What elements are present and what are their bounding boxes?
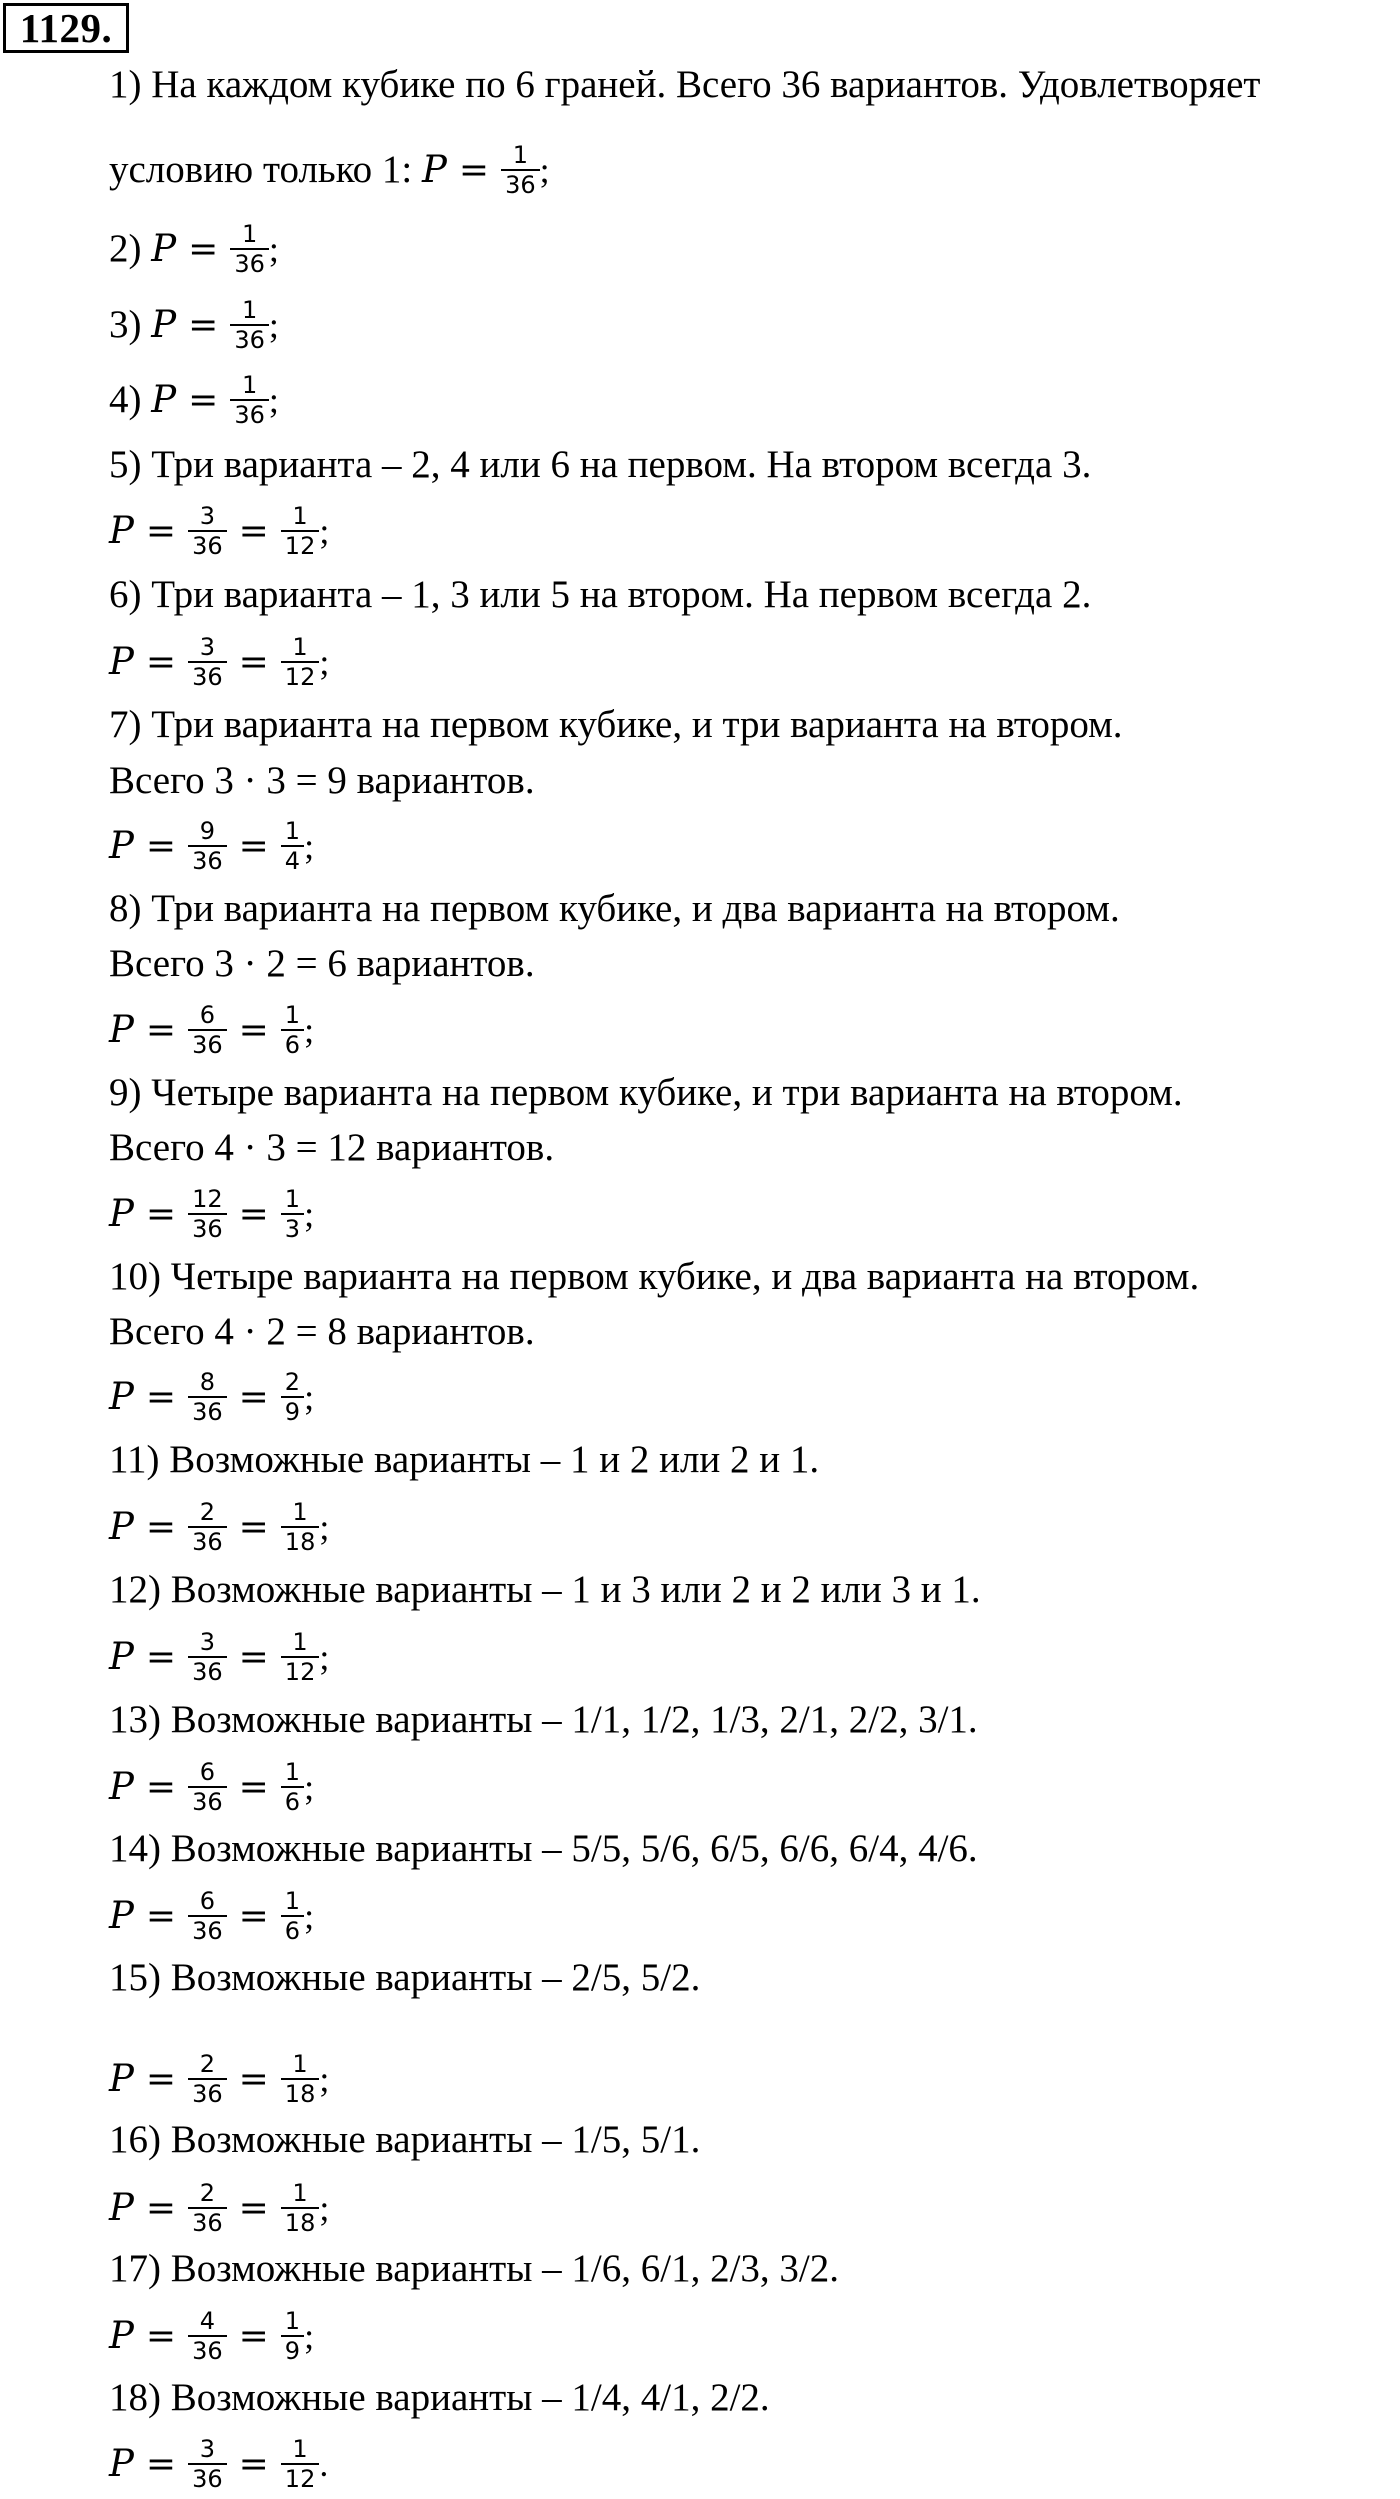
fraction-denominator: 36 (192, 1031, 223, 1059)
probability-symbol: P (109, 639, 134, 683)
fraction-denominator: 6 (284, 1788, 301, 1816)
terminator: ; (304, 1766, 315, 1807)
fraction-numerator: 3 (188, 2435, 227, 2465)
fraction-numerator: 2 (188, 1498, 227, 1528)
formula-line (109, 1758, 315, 1819)
fraction-numerator: 1 (281, 2050, 320, 2080)
fraction-numerator: 3 (188, 1628, 227, 1658)
fraction-denominator: 36 (192, 2465, 223, 2493)
fraction-denominator: 4 (284, 847, 301, 875)
equals-sign: = (238, 1506, 269, 1548)
item-number: 3) (109, 302, 152, 346)
text-line (109, 62, 1260, 108)
equals-sign: = (238, 2315, 269, 2357)
fraction (188, 1628, 227, 1686)
probability-symbol: P (109, 2185, 134, 2229)
equals-sign: = (145, 2058, 177, 2100)
terminator: ; (319, 2058, 330, 2099)
probability-symbol: P (109, 2313, 134, 2357)
fraction-denominator: 12 (284, 663, 316, 691)
equals-sign: = (238, 2058, 269, 2100)
formula-line (109, 2179, 330, 2240)
fraction-denominator: 9 (284, 2337, 301, 2365)
fraction-numerator: 1 (281, 1498, 320, 1528)
equals-sign: = (145, 1506, 177, 1548)
fraction (188, 502, 227, 560)
text-line (109, 1697, 978, 1743)
fraction-numerator: 2 (281, 1368, 304, 1398)
equals-sign: = (188, 379, 219, 421)
fraction (188, 1887, 227, 1945)
text-line (109, 1125, 554, 1171)
formula-line (109, 817, 315, 878)
fraction (501, 141, 540, 199)
terminator: ; (304, 1376, 315, 1417)
fraction-numerator: 1 (281, 502, 320, 532)
fraction-denominator: 36 (192, 1528, 223, 1556)
fraction (188, 1001, 227, 1059)
text-line (109, 702, 1123, 748)
fraction-numerator: 1 (501, 141, 540, 171)
fraction-numerator: 6 (188, 1001, 227, 1031)
equals-sign: = (145, 1193, 177, 1235)
equals-sign: = (145, 2187, 177, 2229)
equals-sign: = (238, 1766, 269, 1808)
terminator: . (319, 2443, 329, 2484)
fraction (281, 1628, 320, 1686)
line-text: 6) Три варианта – 1, 3 или 5 на втором. На первом всегда 2. (109, 573, 1092, 616)
fraction-denominator: 36 (192, 847, 223, 875)
line-text: 11) Возможные варианты – 1 и 2 или 2 и 1. (109, 1438, 820, 1481)
terminator: ; (319, 1506, 330, 1547)
line-text: 8) Три варианта на первом кубике, и два варианта на втором. (109, 887, 1120, 930)
formula-line (109, 633, 330, 694)
equals-sign: = (188, 304, 219, 346)
terminator: ; (319, 1636, 330, 1677)
probability-symbol: P (422, 147, 447, 191)
fraction-numerator: 6 (188, 1758, 227, 1788)
text-line (109, 2117, 700, 2163)
fraction-denominator: 36 (192, 1788, 223, 1816)
fraction-numerator: 4 (188, 2307, 227, 2337)
line-text: 5) Три варианта – 2, 4 или 6 на первом. На втором всегда 3. (109, 443, 1092, 486)
fraction-denominator: 36 (234, 401, 265, 429)
fraction-numerator: 6 (188, 1887, 227, 1917)
formula-line (109, 1001, 315, 1062)
text-line (109, 1826, 978, 1872)
probability-symbol: P (151, 302, 177, 346)
fraction (188, 1185, 227, 1243)
equals-sign: = (238, 2443, 269, 2485)
fraction (281, 2435, 320, 2493)
fraction (188, 2179, 227, 2237)
fraction (281, 2179, 320, 2237)
fraction (281, 1001, 304, 1059)
fraction (281, 1758, 304, 1816)
terminator: ; (319, 2187, 330, 2228)
equals-sign: = (238, 1636, 269, 1678)
line-text: 1) На каждом кубике по 6 граней. Всего 36 вариантов. Удовлетворяет (109, 63, 1261, 106)
line-text: Всего 3 · 2 = 6 вариантов. (109, 942, 535, 985)
probability-symbol: P (109, 1504, 134, 1548)
formula-line (109, 141, 550, 202)
probability-symbol: P (109, 1764, 134, 1808)
fraction (281, 817, 304, 875)
terminator: ; (319, 510, 330, 551)
fraction-numerator: 1 (281, 1001, 304, 1031)
line-text: Всего 4 · 2 = 8 вариантов. (109, 1310, 535, 1353)
fraction-numerator: 8 (188, 1368, 227, 1398)
equals-sign: = (145, 1766, 177, 1808)
terminator: ; (268, 379, 279, 420)
probability-symbol: P (109, 823, 134, 867)
fraction-numerator: 3 (188, 502, 227, 532)
fraction-denominator: 36 (192, 532, 223, 560)
fraction (281, 1185, 304, 1243)
line-text: 16) Возможные варианты – 1/5, 5/1. (109, 2118, 701, 2161)
fraction (188, 1368, 227, 1426)
probability-symbol: P (109, 2056, 134, 2100)
formula-line (109, 1368, 315, 1429)
fraction (281, 502, 320, 560)
fraction (230, 220, 269, 278)
fraction (188, 633, 227, 691)
fraction (281, 1887, 304, 1945)
fraction (188, 1498, 227, 1556)
fraction (281, 1368, 304, 1426)
probability-symbol: P (109, 1893, 134, 1937)
fraction-denominator: 6 (284, 1917, 301, 1945)
probability-symbol: P (109, 1007, 134, 1051)
fraction (281, 633, 320, 691)
text-line (109, 1955, 700, 2001)
text-line (109, 1309, 535, 1355)
equals-sign: = (458, 149, 490, 191)
formula-line (109, 1185, 315, 1246)
line-text: 18) Возможные варианты – 1/4, 4/1, 2/2. (109, 2376, 770, 2419)
fraction-denominator: 3 (284, 1215, 301, 1243)
fraction-denominator: 36 (192, 1398, 223, 1426)
formula-line (109, 296, 279, 357)
probability-symbol: P (109, 508, 134, 552)
fraction-denominator: 36 (192, 2209, 223, 2237)
fraction-numerator: 1 (281, 633, 320, 663)
terminator: ; (304, 1009, 315, 1050)
probability-symbol: P (109, 1374, 134, 1418)
terminator: ; (304, 1193, 315, 1234)
terminator: ; (304, 1895, 315, 1936)
fraction-denominator: 36 (192, 1658, 223, 1686)
formula-line (109, 2307, 315, 2368)
fraction-numerator: 12 (188, 1185, 227, 1215)
probability-symbol: P (109, 2441, 134, 2485)
fraction-numerator: 1 (281, 817, 304, 847)
probability-symbol: P (151, 377, 177, 421)
item-number: 2) (109, 226, 152, 270)
line-text: 13) Возможные варианты – 1/1, 1/2, 1/3, 2/1, 2/2, 3/1. (109, 1698, 978, 1741)
fraction-numerator: 1 (281, 2307, 304, 2337)
fraction-denominator: 12 (284, 532, 316, 560)
fraction-denominator: 6 (284, 1031, 301, 1059)
terminator: ; (268, 304, 279, 345)
fraction (188, 2307, 227, 2365)
text-line (109, 1437, 819, 1483)
line-text: 12) Возможные варианты – 1 и 3 или 2 и 2 или 3 и 1. (109, 1568, 981, 1611)
fraction (188, 817, 227, 875)
equals-sign: = (238, 1009, 269, 1051)
equals-sign: = (145, 510, 177, 552)
fraction-denominator: 36 (234, 250, 265, 278)
equals-sign: = (145, 1895, 177, 1937)
line-text: Всего 3 · 3 = 9 вариантов. (109, 759, 535, 802)
terminator: ; (304, 2315, 315, 2356)
equals-sign: = (238, 1193, 269, 1235)
problem-number: 1129. (3, 3, 129, 53)
equals-sign: = (145, 2443, 177, 2485)
text-line (109, 2246, 839, 2292)
equals-sign: = (238, 641, 269, 683)
fraction (281, 2050, 320, 2108)
fraction-denominator: 36 (192, 1215, 223, 1243)
equals-sign: = (145, 641, 177, 683)
fraction (230, 371, 269, 429)
fraction-denominator: 36 (234, 326, 265, 354)
probability-symbol: P (151, 226, 177, 270)
line-text: 10) Четыре варианта на первом кубике, и два варианта на втором. (109, 1255, 1200, 1298)
fraction-numerator: 1 (281, 1628, 320, 1658)
text-line (109, 442, 1091, 488)
fraction-numerator: 1 (281, 2179, 320, 2209)
formula-line (109, 2435, 329, 2496)
line-text: 7) Три варианта на первом кубике, и три варианта на втором. (109, 703, 1123, 746)
fraction (188, 1758, 227, 1816)
fraction-denominator: 12 (284, 2465, 316, 2493)
line-text: условию только 1: (109, 147, 423, 191)
fraction-denominator: 18 (284, 2080, 316, 2108)
text-line (109, 941, 535, 987)
text-line (109, 758, 535, 804)
text-line (109, 1070, 1183, 1116)
terminator: ; (539, 149, 550, 190)
fraction-numerator: 1 (230, 220, 269, 250)
text-line (109, 1254, 1199, 1300)
terminator: ; (268, 228, 279, 269)
fraction-numerator: 1 (281, 2435, 320, 2465)
text-line (109, 886, 1120, 932)
fraction-denominator: 36 (505, 171, 536, 199)
line-text: 14) Возможные варианты – 5/5, 5/6, 6/5, 6/6, 6/4, 4/6. (109, 1827, 978, 1870)
formula-line (109, 1498, 330, 1559)
equals-sign: = (145, 1009, 177, 1051)
equals-sign: = (145, 1636, 177, 1678)
line-text: 17) Возможные варианты – 1/6, 6/1, 2/3, 3/2. (109, 2247, 839, 2290)
probability-symbol: P (109, 1634, 134, 1678)
text-line (109, 572, 1091, 618)
fraction (188, 2435, 227, 2493)
fraction-numerator: 1 (281, 1887, 304, 1917)
fraction-numerator: 1 (230, 296, 269, 326)
fraction-numerator: 1 (230, 371, 269, 401)
equals-sign: = (238, 1376, 269, 1418)
line-text: 15) Возможные варианты – 2/5, 5/2. (109, 1956, 701, 1999)
fraction-denominator: 36 (192, 663, 223, 691)
equals-sign: = (238, 825, 269, 867)
fraction-denominator: 9 (284, 1398, 301, 1426)
fraction-denominator: 36 (192, 1917, 223, 1945)
fraction-denominator: 36 (192, 2337, 223, 2365)
fraction (230, 296, 269, 354)
equals-sign: = (145, 2315, 177, 2357)
terminator: ; (319, 641, 330, 682)
fraction-numerator: 9 (188, 817, 227, 847)
equals-sign: = (145, 825, 177, 867)
text-line (109, 1567, 981, 1613)
fraction-denominator: 12 (284, 1658, 316, 1686)
equals-sign: = (145, 1376, 177, 1418)
fraction-numerator: 2 (188, 2050, 227, 2080)
formula-line (109, 1887, 315, 1948)
formula-line (109, 220, 279, 281)
fraction-numerator: 1 (281, 1758, 304, 1788)
equals-sign: = (238, 510, 269, 552)
probability-symbol: P (109, 1191, 134, 1235)
formula-line (109, 502, 330, 563)
fraction (281, 2307, 304, 2365)
fraction-denominator: 18 (284, 1528, 316, 1556)
text-line (109, 2375, 770, 2421)
fraction-denominator: 36 (192, 2080, 223, 2108)
line-text: Всего 4 · 3 = 12 вариантов. (109, 1126, 555, 1169)
fraction (281, 1498, 320, 1556)
terminator: ; (304, 825, 315, 866)
fraction-numerator: 2 (188, 2179, 227, 2209)
formula-line (109, 2050, 330, 2111)
fraction-denominator: 18 (284, 2209, 316, 2237)
formula-line (109, 371, 279, 432)
fraction-numerator: 1 (281, 1185, 304, 1215)
formula-line (109, 1628, 330, 1689)
equals-sign: = (238, 2187, 269, 2229)
equals-sign: = (238, 1895, 269, 1937)
equals-sign: = (188, 228, 219, 270)
fraction-numerator: 3 (188, 633, 227, 663)
item-number: 4) (109, 377, 152, 421)
fraction (188, 2050, 227, 2108)
line-text: 9) Четыре варианта на первом кубике, и три варианта на втором. (109, 1071, 1183, 1114)
